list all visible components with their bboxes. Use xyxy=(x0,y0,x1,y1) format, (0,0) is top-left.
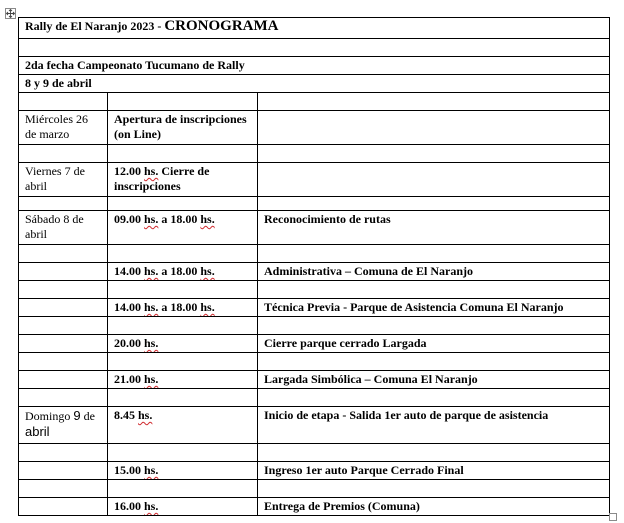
hs-unit: hs. xyxy=(144,300,159,314)
table-row xyxy=(19,335,610,353)
time-value: 18.00 xyxy=(170,264,198,278)
range-sep: a xyxy=(158,212,171,226)
empty-cell[interactable] xyxy=(19,389,108,407)
range-sep: a xyxy=(158,300,171,314)
time-cell[interactable] xyxy=(108,211,258,245)
empty-cell[interactable] xyxy=(108,389,258,407)
hs-unit: hs. xyxy=(144,164,159,178)
time-value: 18.00 xyxy=(170,212,198,226)
table-row xyxy=(19,299,610,317)
empty-cell[interactable] xyxy=(108,480,258,498)
activity-label: Administrativa – Comuna de El Naranjo xyxy=(264,264,474,278)
time-cell[interactable] xyxy=(108,263,258,281)
empty-cell[interactable] xyxy=(108,281,258,299)
range-sep: a xyxy=(158,264,171,278)
subtitle-cell[interactable] xyxy=(19,57,610,75)
empty-cell[interactable] xyxy=(258,353,610,371)
time-value: 21.00 xyxy=(114,372,141,386)
empty-cell[interactable] xyxy=(258,145,610,163)
activity-label: Reconocimiento de rutas xyxy=(264,212,391,226)
activity-label: Entrega de Premios (Comuna) xyxy=(264,499,420,513)
activity-label: Cierre parque cerrado Largada xyxy=(264,336,427,350)
hs-unit: hs. xyxy=(144,463,159,477)
empty-cell[interactable] xyxy=(258,245,610,263)
day-number: 9 xyxy=(73,408,81,423)
activity-cell[interactable] xyxy=(258,371,610,389)
table-move-handle[interactable] xyxy=(5,8,16,19)
table-row xyxy=(19,145,610,163)
day-cell[interactable] xyxy=(19,407,108,444)
table-row xyxy=(19,39,610,57)
table-row xyxy=(19,281,610,299)
table-row xyxy=(19,163,610,197)
activity-cell[interactable] xyxy=(258,407,610,444)
time-value: 09.00 xyxy=(114,212,141,226)
time-value: 15.00 xyxy=(114,463,141,477)
day-cell[interactable] xyxy=(19,335,108,353)
table-row xyxy=(19,371,610,389)
table-resize-handle[interactable] xyxy=(609,513,617,521)
table-row xyxy=(19,353,610,371)
time-cell[interactable] xyxy=(108,163,258,197)
activity-cell[interactable] xyxy=(258,299,610,317)
empty-cell[interactable] xyxy=(108,93,258,111)
day-label: Sábado 8 de abril xyxy=(25,212,84,241)
subtitle: 2da fecha Campeonato Tucumano de Rally xyxy=(25,58,245,72)
hs-unit: hs. xyxy=(144,264,159,278)
activity-label: Inicio de etapa - Salida 1er auto de parque de asistencia xyxy=(264,408,549,422)
empty-cell[interactable] xyxy=(108,444,258,462)
empty-cell[interactable] xyxy=(19,145,108,163)
table-row xyxy=(19,211,610,245)
empty-cell[interactable] xyxy=(108,245,258,263)
table-row xyxy=(19,18,610,39)
activity-cell[interactable] xyxy=(258,163,610,197)
day-cell[interactable] xyxy=(19,263,108,281)
empty-cell[interactable] xyxy=(108,317,258,335)
empty-cell[interactable] xyxy=(258,389,610,407)
table-row xyxy=(19,462,610,480)
day-cell[interactable] xyxy=(19,462,108,480)
time-value: 14.00 xyxy=(114,300,141,314)
activity-cell[interactable] xyxy=(258,111,610,145)
dates-cell[interactable] xyxy=(19,75,610,93)
time-label: Apertura de inscripciones (on Line) xyxy=(114,112,247,141)
table-row xyxy=(19,498,610,516)
empty-cell[interactable] xyxy=(108,197,258,211)
table-row xyxy=(19,317,610,335)
hs-unit: hs. xyxy=(144,499,159,513)
time-value: 14.00 xyxy=(114,264,141,278)
empty-cell[interactable] xyxy=(19,39,610,57)
activity-label: Técnica Previa - Parque de Asistencia Comuna El Naranjo xyxy=(264,300,564,314)
activity-cell[interactable] xyxy=(258,335,610,353)
day-cell[interactable] xyxy=(19,111,108,145)
empty-cell[interactable] xyxy=(19,281,108,299)
cronograma-table xyxy=(18,17,610,516)
table-row xyxy=(19,444,610,462)
empty-cell[interactable] xyxy=(19,93,108,111)
time-value: 16.00 xyxy=(114,499,141,513)
day-cell[interactable] xyxy=(19,211,108,245)
empty-cell[interactable] xyxy=(258,317,610,335)
title-cell[interactable] xyxy=(19,18,610,39)
table-row xyxy=(19,93,610,111)
activity-label: Largada Simbólica – Comuna El Naranjo xyxy=(264,372,478,386)
empty-cell[interactable] xyxy=(19,353,108,371)
time-cell[interactable] xyxy=(108,462,258,480)
empty-cell[interactable] xyxy=(19,480,108,498)
table-row xyxy=(19,480,610,498)
day-cell[interactable] xyxy=(19,371,108,389)
title-prefix: Rally de El Naranjo 2023 - xyxy=(25,19,165,33)
day-cell[interactable] xyxy=(19,498,108,516)
day-label: Viernes 7 de abril xyxy=(25,164,85,193)
day-cell[interactable] xyxy=(19,299,108,317)
time-value: 18.00 xyxy=(170,300,198,314)
time-cell[interactable] xyxy=(108,407,258,444)
table-row xyxy=(19,245,610,263)
empty-cell[interactable] xyxy=(19,197,108,211)
empty-cell[interactable] xyxy=(258,197,610,211)
hs-unit: hs. xyxy=(144,336,159,350)
hs-unit: hs. xyxy=(200,212,215,226)
day-label: Miércoles 26 de marzo xyxy=(25,112,88,141)
activity-cell[interactable] xyxy=(258,498,610,516)
empty-cell[interactable] xyxy=(19,444,108,462)
empty-cell[interactable] xyxy=(258,281,610,299)
activity-cell[interactable] xyxy=(258,211,610,245)
day-cell[interactable] xyxy=(19,163,108,197)
time-cell[interactable] xyxy=(108,371,258,389)
hs-unit: hs. xyxy=(144,212,159,226)
time-cell[interactable] xyxy=(108,335,258,353)
page-title: CRONOGRAMA xyxy=(164,18,279,34)
table-row xyxy=(19,111,610,145)
table-row xyxy=(19,389,610,407)
day-label: Domingo xyxy=(25,409,74,423)
empty-cell[interactable] xyxy=(258,93,610,111)
hs-unit: hs. xyxy=(200,300,215,314)
move-arrows-icon xyxy=(6,9,15,18)
empty-cell[interactable] xyxy=(108,353,258,371)
time-value: 20.00 xyxy=(114,336,141,350)
day-label-suffix: de xyxy=(80,409,95,423)
time-value: 8.45 xyxy=(114,408,135,422)
empty-cell[interactable] xyxy=(258,480,610,498)
table-row xyxy=(19,263,610,281)
empty-cell[interactable] xyxy=(108,145,258,163)
hs-unit: hs. xyxy=(144,372,159,386)
table-row xyxy=(19,57,610,75)
empty-cell[interactable] xyxy=(19,317,108,335)
time-cell[interactable] xyxy=(108,111,258,145)
hs-unit: hs. xyxy=(200,264,215,278)
empty-cell[interactable] xyxy=(258,444,610,462)
activity-cell[interactable] xyxy=(258,462,610,480)
hs-unit: hs. xyxy=(138,408,153,422)
activity-label: Ingreso 1er auto Parque Cerrado Final xyxy=(264,463,464,477)
table-row xyxy=(19,75,610,93)
table-row xyxy=(19,407,610,444)
time-label: Cierre de inscripciones xyxy=(114,164,210,193)
empty-cell[interactable] xyxy=(19,245,108,263)
event-dates: 8 y 9 de abril xyxy=(25,76,92,90)
activity-cell[interactable] xyxy=(258,263,610,281)
time-cell[interactable] xyxy=(108,299,258,317)
month-label: abril xyxy=(25,424,50,439)
time-cell[interactable] xyxy=(108,498,258,516)
time-value: 12.00 xyxy=(114,164,141,178)
table-row xyxy=(19,197,610,211)
